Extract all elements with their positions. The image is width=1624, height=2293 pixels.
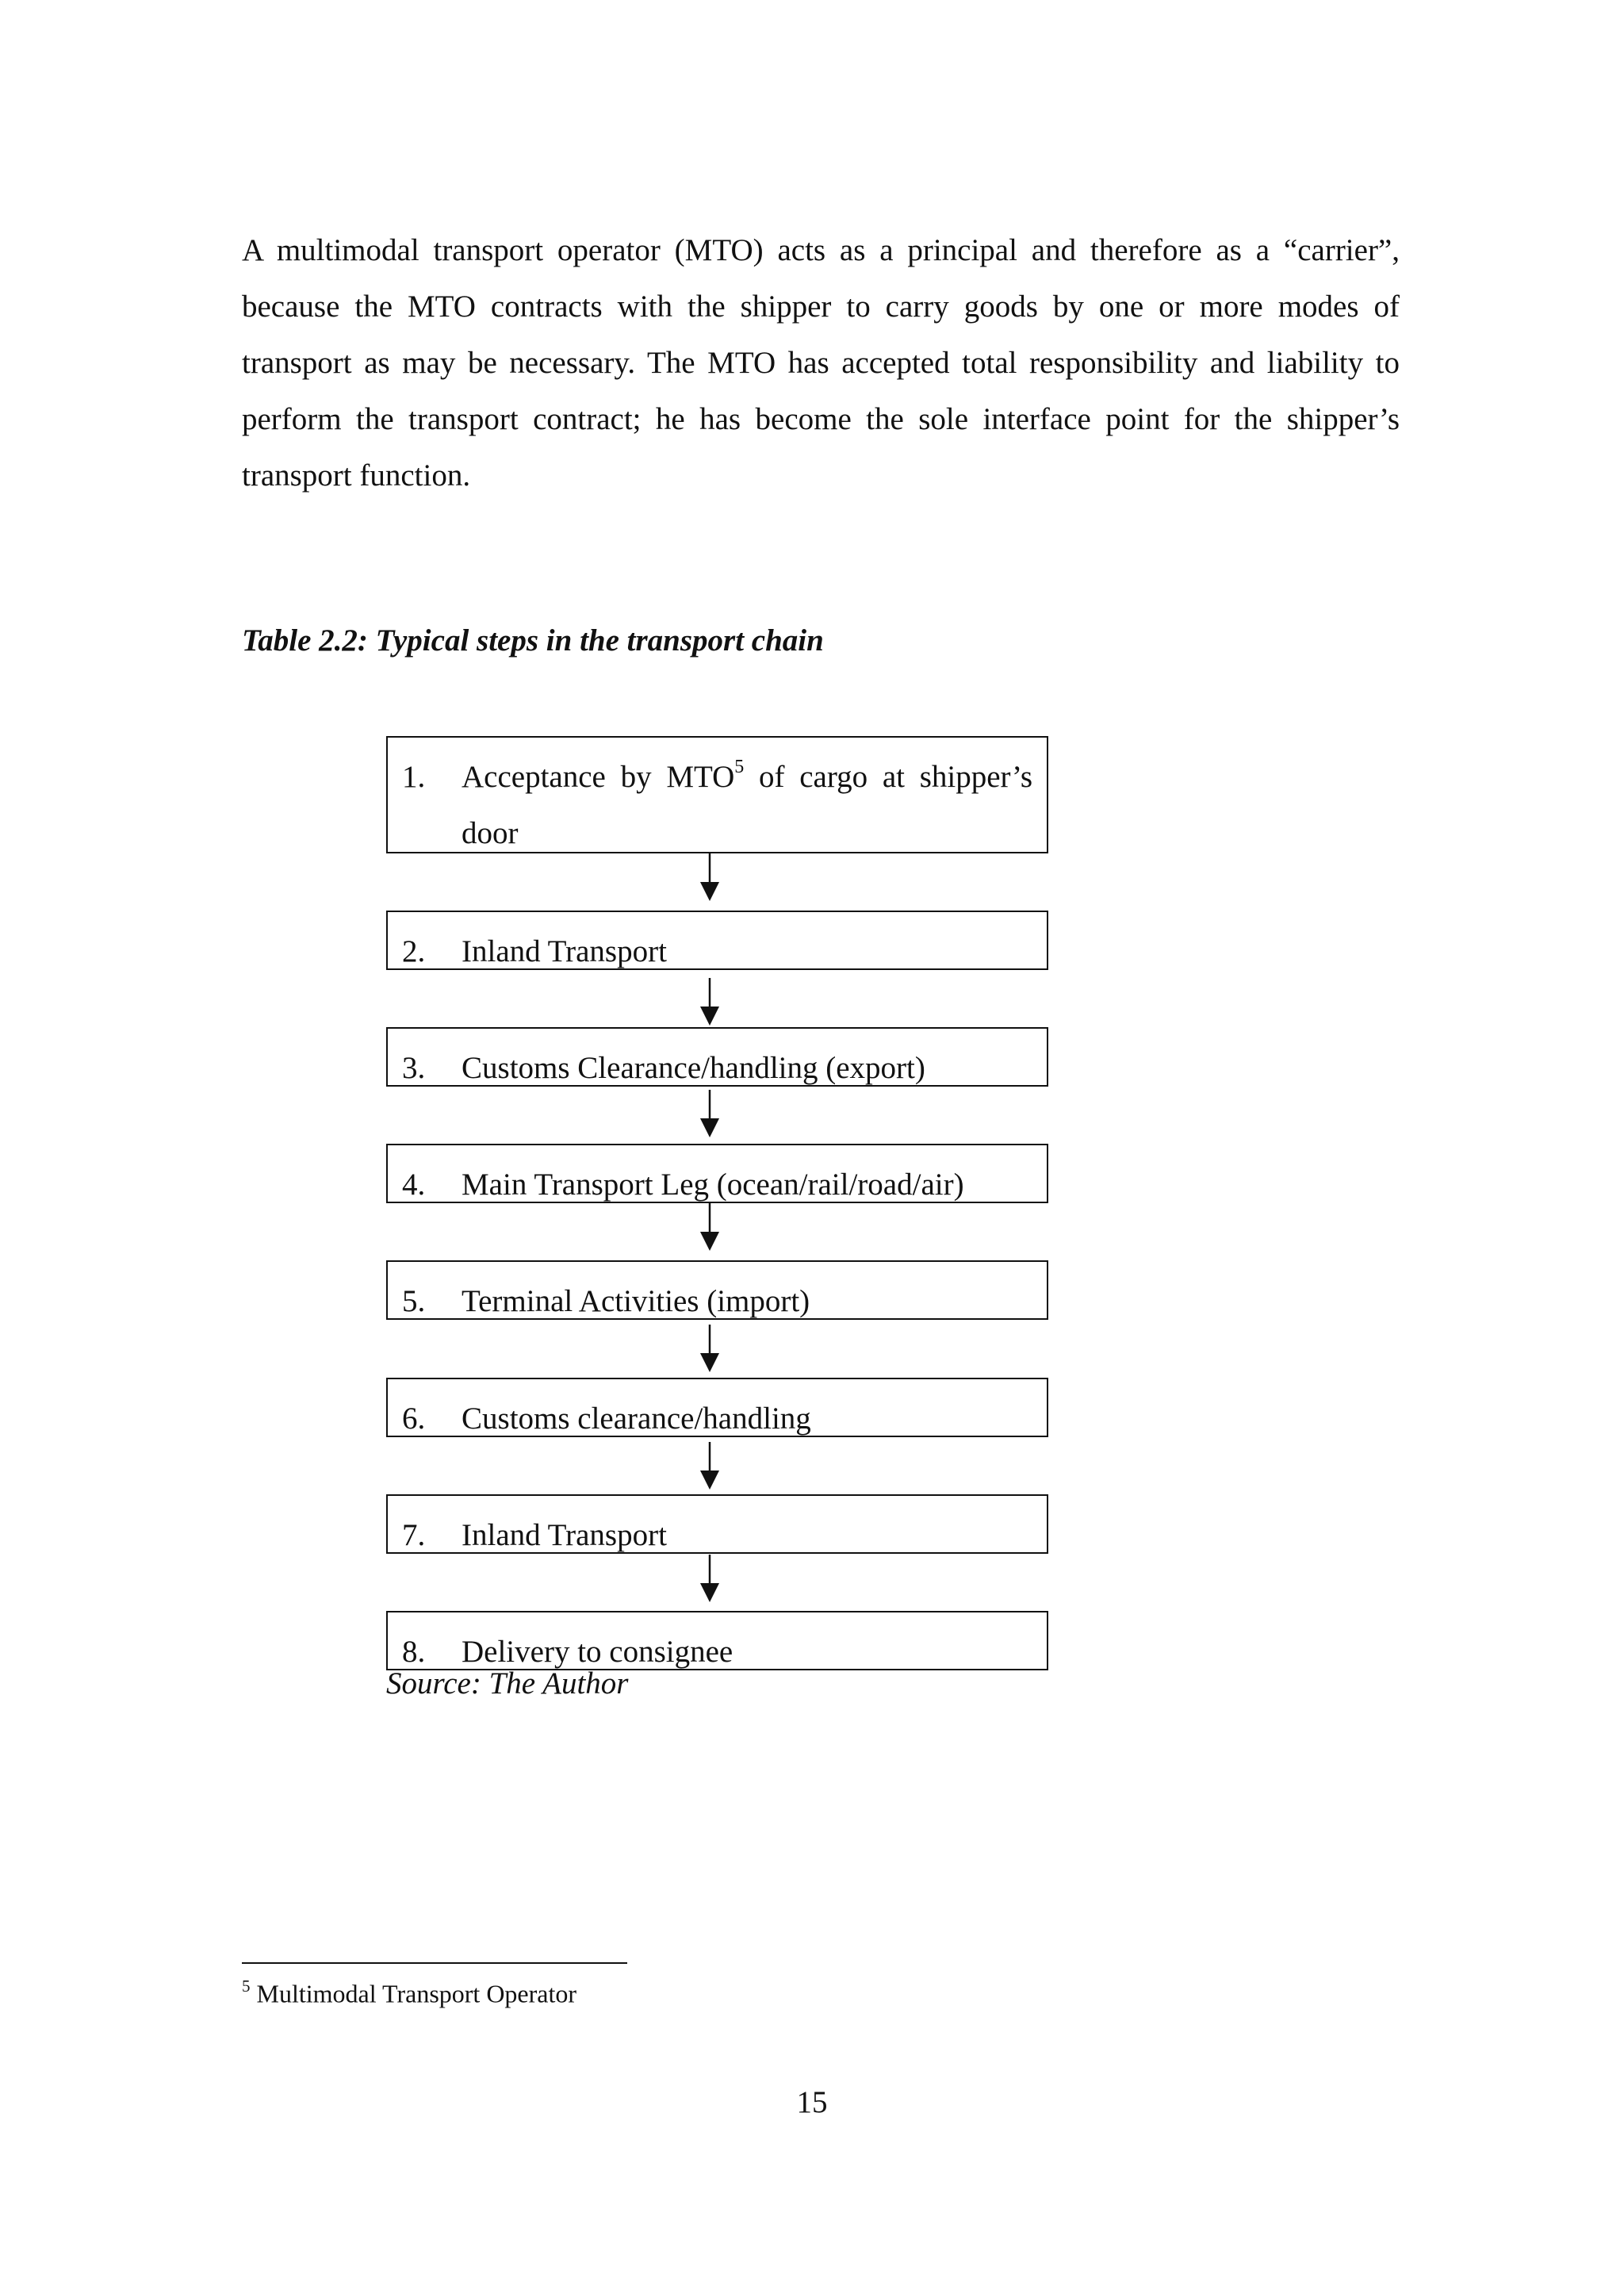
arrow-down-icon	[698, 1442, 722, 1491]
step-box-3	[386, 1027, 1048, 1087]
page-number: 15	[796, 2085, 828, 2119]
step-label: Acceptance by MTO$^5$ of cargo at shipper’s door	[462, 757, 1032, 850]
step-number: 1.	[402, 760, 426, 794]
step-label: Main Transport Leg (ocean/rail/road/air)	[462, 1168, 964, 1202]
step-number: 5.	[402, 1284, 426, 1318]
step-label: Delivery to consignee	[462, 1635, 733, 1669]
step-number: 7.	[402, 1518, 426, 1552]
arrow-down-icon	[698, 1203, 722, 1252]
step-number: 6.	[402, 1401, 426, 1436]
step-box-8	[386, 1611, 1048, 1670]
table-caption: Table 2.2: Typical steps in the transport chain	[242, 623, 824, 658]
arrow-down-icon	[698, 1090, 722, 1139]
footnote-text: Multimodal Transport Operator	[250, 1979, 577, 2008]
step-label: Terminal Activities (import)	[462, 1284, 810, 1318]
step-number: 4.	[402, 1168, 426, 1202]
footnote	[242, 1978, 576, 2009]
step-label: Customs clearance/handling	[462, 1401, 811, 1436]
step-label: Inland Transport	[462, 1518, 667, 1552]
arrow-down-icon	[698, 853, 722, 903]
step-box-1	[386, 736, 1048, 853]
step-box-7	[386, 1494, 1048, 1554]
step-box-4	[386, 1144, 1048, 1203]
step-label: Customs Clearance/handling (export)	[462, 1051, 925, 1085]
table-source: Source: The Author	[386, 1666, 629, 1701]
step-box-6	[386, 1378, 1048, 1437]
footnote-marker: 5	[242, 1977, 251, 1996]
step-number: 3.	[402, 1051, 426, 1085]
body-paragraph: A multimodal transport operator (MTO) acts as a principal and therefore as a “carrier”, because the MTO contracts with the shipper to carry goods by one or more modes of transport as may be necessary. The MTO has accepted total responsibility and liability to perform the transport contract; he has become the sole interface point for the shipper’s transport function.	[242, 233, 1400, 493]
step-number: 8.	[402, 1635, 426, 1669]
step-box-2	[386, 911, 1048, 970]
step-label: Inland Transport	[462, 934, 667, 968]
arrow-down-icon	[698, 978, 722, 1027]
step-box-5	[386, 1260, 1048, 1320]
step-number: 2.	[402, 934, 426, 968]
footnote-divider	[242, 1962, 627, 1964]
footnote-ref: 5	[734, 757, 745, 777]
arrow-down-icon	[698, 1325, 722, 1374]
arrow-down-icon	[698, 1555, 722, 1604]
